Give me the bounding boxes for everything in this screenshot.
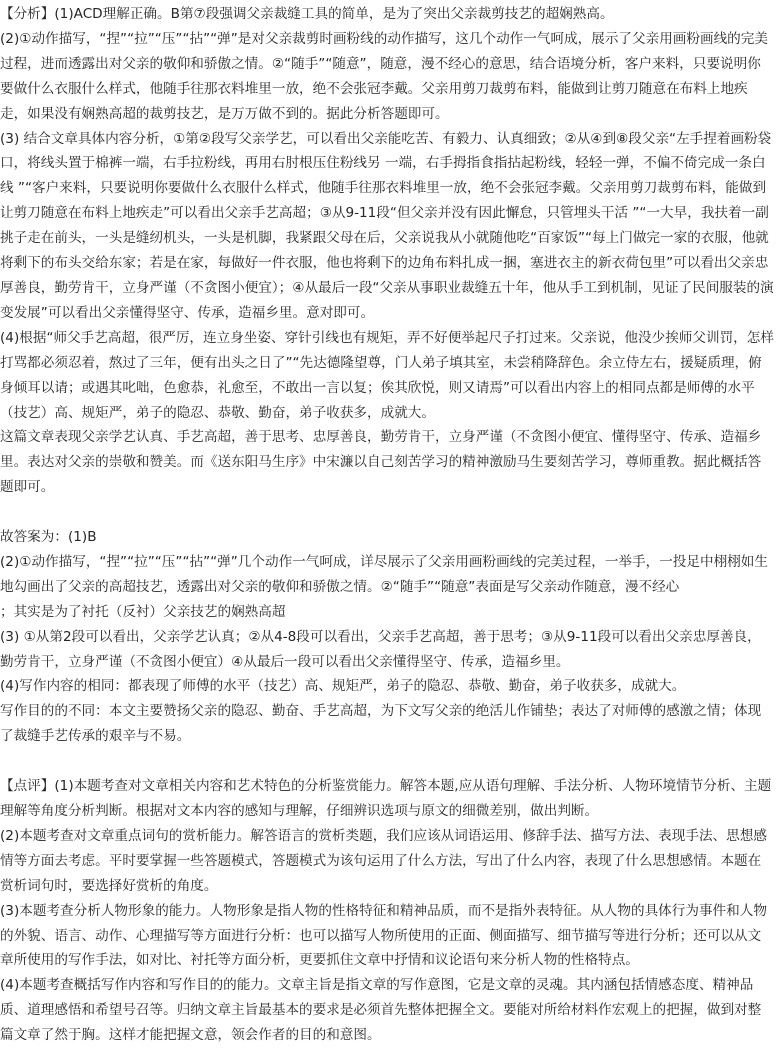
answer-paragraph-1: 故答案为：(1)B — [0, 529, 97, 546]
answer-paragraph-5: (4)写作内容的相同：都表现了师傅的水平（技艺）高、规矩严，弟子的隐忍、恭敬、勤奋，弟子收获多，成就大。 — [0, 678, 686, 695]
comment-paragraph-1: 【点评】(1)本题考查对文章相关内容和艺术特色的分析鉴赏能力。解答本题,应从语句理解、手法分析、人物环境情节分析、主题理解等角度分析判断。根据对文本内容的感知与理解，仔细辨识选项与原文的细微差别，做出判断。 — [0, 778, 772, 819]
section-spacer — [0, 749, 774, 774]
comment-paragraph-3: (3)本题考查分析人物形象的能力。人物形象是指人物的性格特征和精神品质，而不是指外表特征。从人物的具体行为事件和人物的外貌、语言、动作、心理描写等方面进行分析：也可以描写人物所使用的正面、侧面描写、细节描写等进行分析；还可以从文章所使用的写作手法，如对比、衬托等方面分析，更要抓住文章中抒情和议论语句来分析人物的性格特点。 — [0, 902, 767, 969]
analysis-paragraph-5: 这篇文章表现父亲学艺认真、手艺高超，善于思考、忠厚善良，勤劳肯干，立身严谨（不贪图小便宜、懂得坚守、传承、造福乡里。表达对父亲的崇敬和赞美。而《送东阳马生序》中宋濂以自己刻苦学习的精神激励马生要刻苦学习，尊师重教。据此概括答题即可。 — [0, 429, 762, 496]
analysis-paragraph-2: (2)①动作描写，“捏”“拉”“压”“拈”“弹”是对父亲裁剪时画粉线的动作描写，这几个动作一气呵成，展示了父亲用画粉画线的完美过程，进而透露出对父亲的敬仰和骄傲之情。②“随手”“随意”，随意，漫不经心的意思，结合语境分析，客户来料，只要说明你要做什么衣服什么样式，他随手往那衣料堆里一放，绝不会张冠李戴。父亲用剪刀裁剪布料，能做到让剪刀随意在布料上地疾走，如果没有娴熟高超的裁剪技艺，是万万做不到的。据此分析答题即可。 — [0, 30, 768, 122]
comment-paragraph-4: (4)本题考查概括写作内容和写作目的的能力。文章主旨是指文章的写作意图，它是文章的灵魂。其内涵包括情感态度、精神品质、道理感悟和希望号召等。归纳文章主旨最基本的要求是必须首先整体把握全文。要能对所给材料作宏观上的把握，做到对整篇文章了然于胸。这样才能把握文意，领会作者的目的和意图。 — [0, 977, 762, 1044]
section-spacer — [0, 500, 774, 525]
answer-paragraph-3: ；其实是为了衬托（反衬）父亲技艺的娴熟高超 — [0, 603, 286, 620]
answer-paragraph-2: (2)①动作描写，“捏”“拉”“压”“拈”“弹”几个动作一气呵成，详尽展示了父亲用画粉画线的完美过程，一举手，一投足中栩栩如生地勾画出了父亲的高超技艺，透露出对父亲的敬仰和骄傲之情。②“随手”“随意”表面是写父亲动作随意，漫不经心 — [0, 553, 768, 595]
answer-paragraph-4: (3) ①从第2段可以看出，父亲学艺认真；②从4-8段可以看出，父亲手艺高超，善于思考；③从9-11段可以看出父亲忠厚善良，勤劳肯干，立身严谨（不贪图小便宜）④从最后一段可以看出父亲懂得坚守、传承，造福乡里。 — [0, 628, 761, 670]
analysis-section — [0, 2, 774, 500]
analysis-paragraph-1: 【分析】(1)ACD理解正确。B第⑦段强调父亲裁缝工具的简单，是为了突出父亲裁剪技艺的超娴熟高。 — [0, 6, 614, 22]
analysis-paragraph-4: (4)根据“师父手艺高超，很严厉，连立身坐姿、穿针引线也有规矩，弄不好便举起尺子打过来。父亲说，他没少挨师父训罚，怎样打骂都必须忍着，熬过了三年，便有出头之日了”“先达德隆望尊，门人弟子填其室，未尝稍降辞色。余立侍左右，援疑质理，俯身倾耳以请；或遇其叱咄，色愈恭，礼愈至，不敢出一言以复；俟其欣悦，则又请焉”可以看出内容上的相同点都是师傅的水平（技艺）高、规矩严，弟子的隐忍、恭敬、勤奋，弟子收获多，成就大。 — [0, 329, 774, 421]
analysis-paragraph-3: (3) 结合文章具体内容分析，①第②段写父亲学艺，可以看出父亲能吃苦、有毅力、认真细致；②从④到⑧段父亲“左手捏着画粉袋口，将线头置于棉裤一端，右手拉粉线，再用右肘根压住粉线另 一端，右手拇指食指拈起粉线，轻轻一弹，不偏不倚完成一条白线 ”“客户来料，只要说明你要做什么衣服什么样式，他随手往那衣料堆里一放，绝不会张冠李戴。父亲用剪刀裁剪布料，能做到让剪刀随意在布料上地疾走”可以看出父亲手艺高超；③从9-11段“但父亲并没有因此懈怠，只管埋头干活 ”“一大早，我扶着一副挑子走在前头，一头是缝纫机头，一头是机脚，我紧跟父母在后，父亲说我从小就随他吃“百家饭”“每上门做完一家的衣服，他就将剩下的布头交给东家；若是在家，每做好一件衣服，他也将剩下的边角布料扎成一捆，塞进衣主的新衣荷包里”可以看出父亲忠厚善良，勤劳肯干，立身严谨（不贪图小便宜）；④从最后一段“父亲从事职业裁缝五十年，他从手工到机制，见证了民间服装的演变发展”可以看出父亲懂得坚守、传承，造福乡里。意对即可。 — [0, 130, 774, 321]
answer-section — [0, 525, 774, 749]
comment-paragraph-2: (2)本题考查对文章重点词句的赏析能力。解答语言的赏析类题，我们应该从词语运用、修辞手法、描写方法、表现手法、思想感情等方面去考虑。平时要掌握一些答题模式，答题模式为该句运用了什么方法，写出了什么内容，表现了什么思想感情。本题在赏析词句时，要选择好赏析的角度。 — [0, 827, 767, 894]
comment-section — [0, 774, 774, 1048]
answer-paragraph-6: 写作目的的不同：本文主要赞扬父亲的隐忍、勤奋、手艺高超，为下文写父亲的绝活儿作铺垫；表达了对师傅的感激之情；体现了裁缝手艺传承的艰辛与不易。 — [0, 703, 762, 745]
